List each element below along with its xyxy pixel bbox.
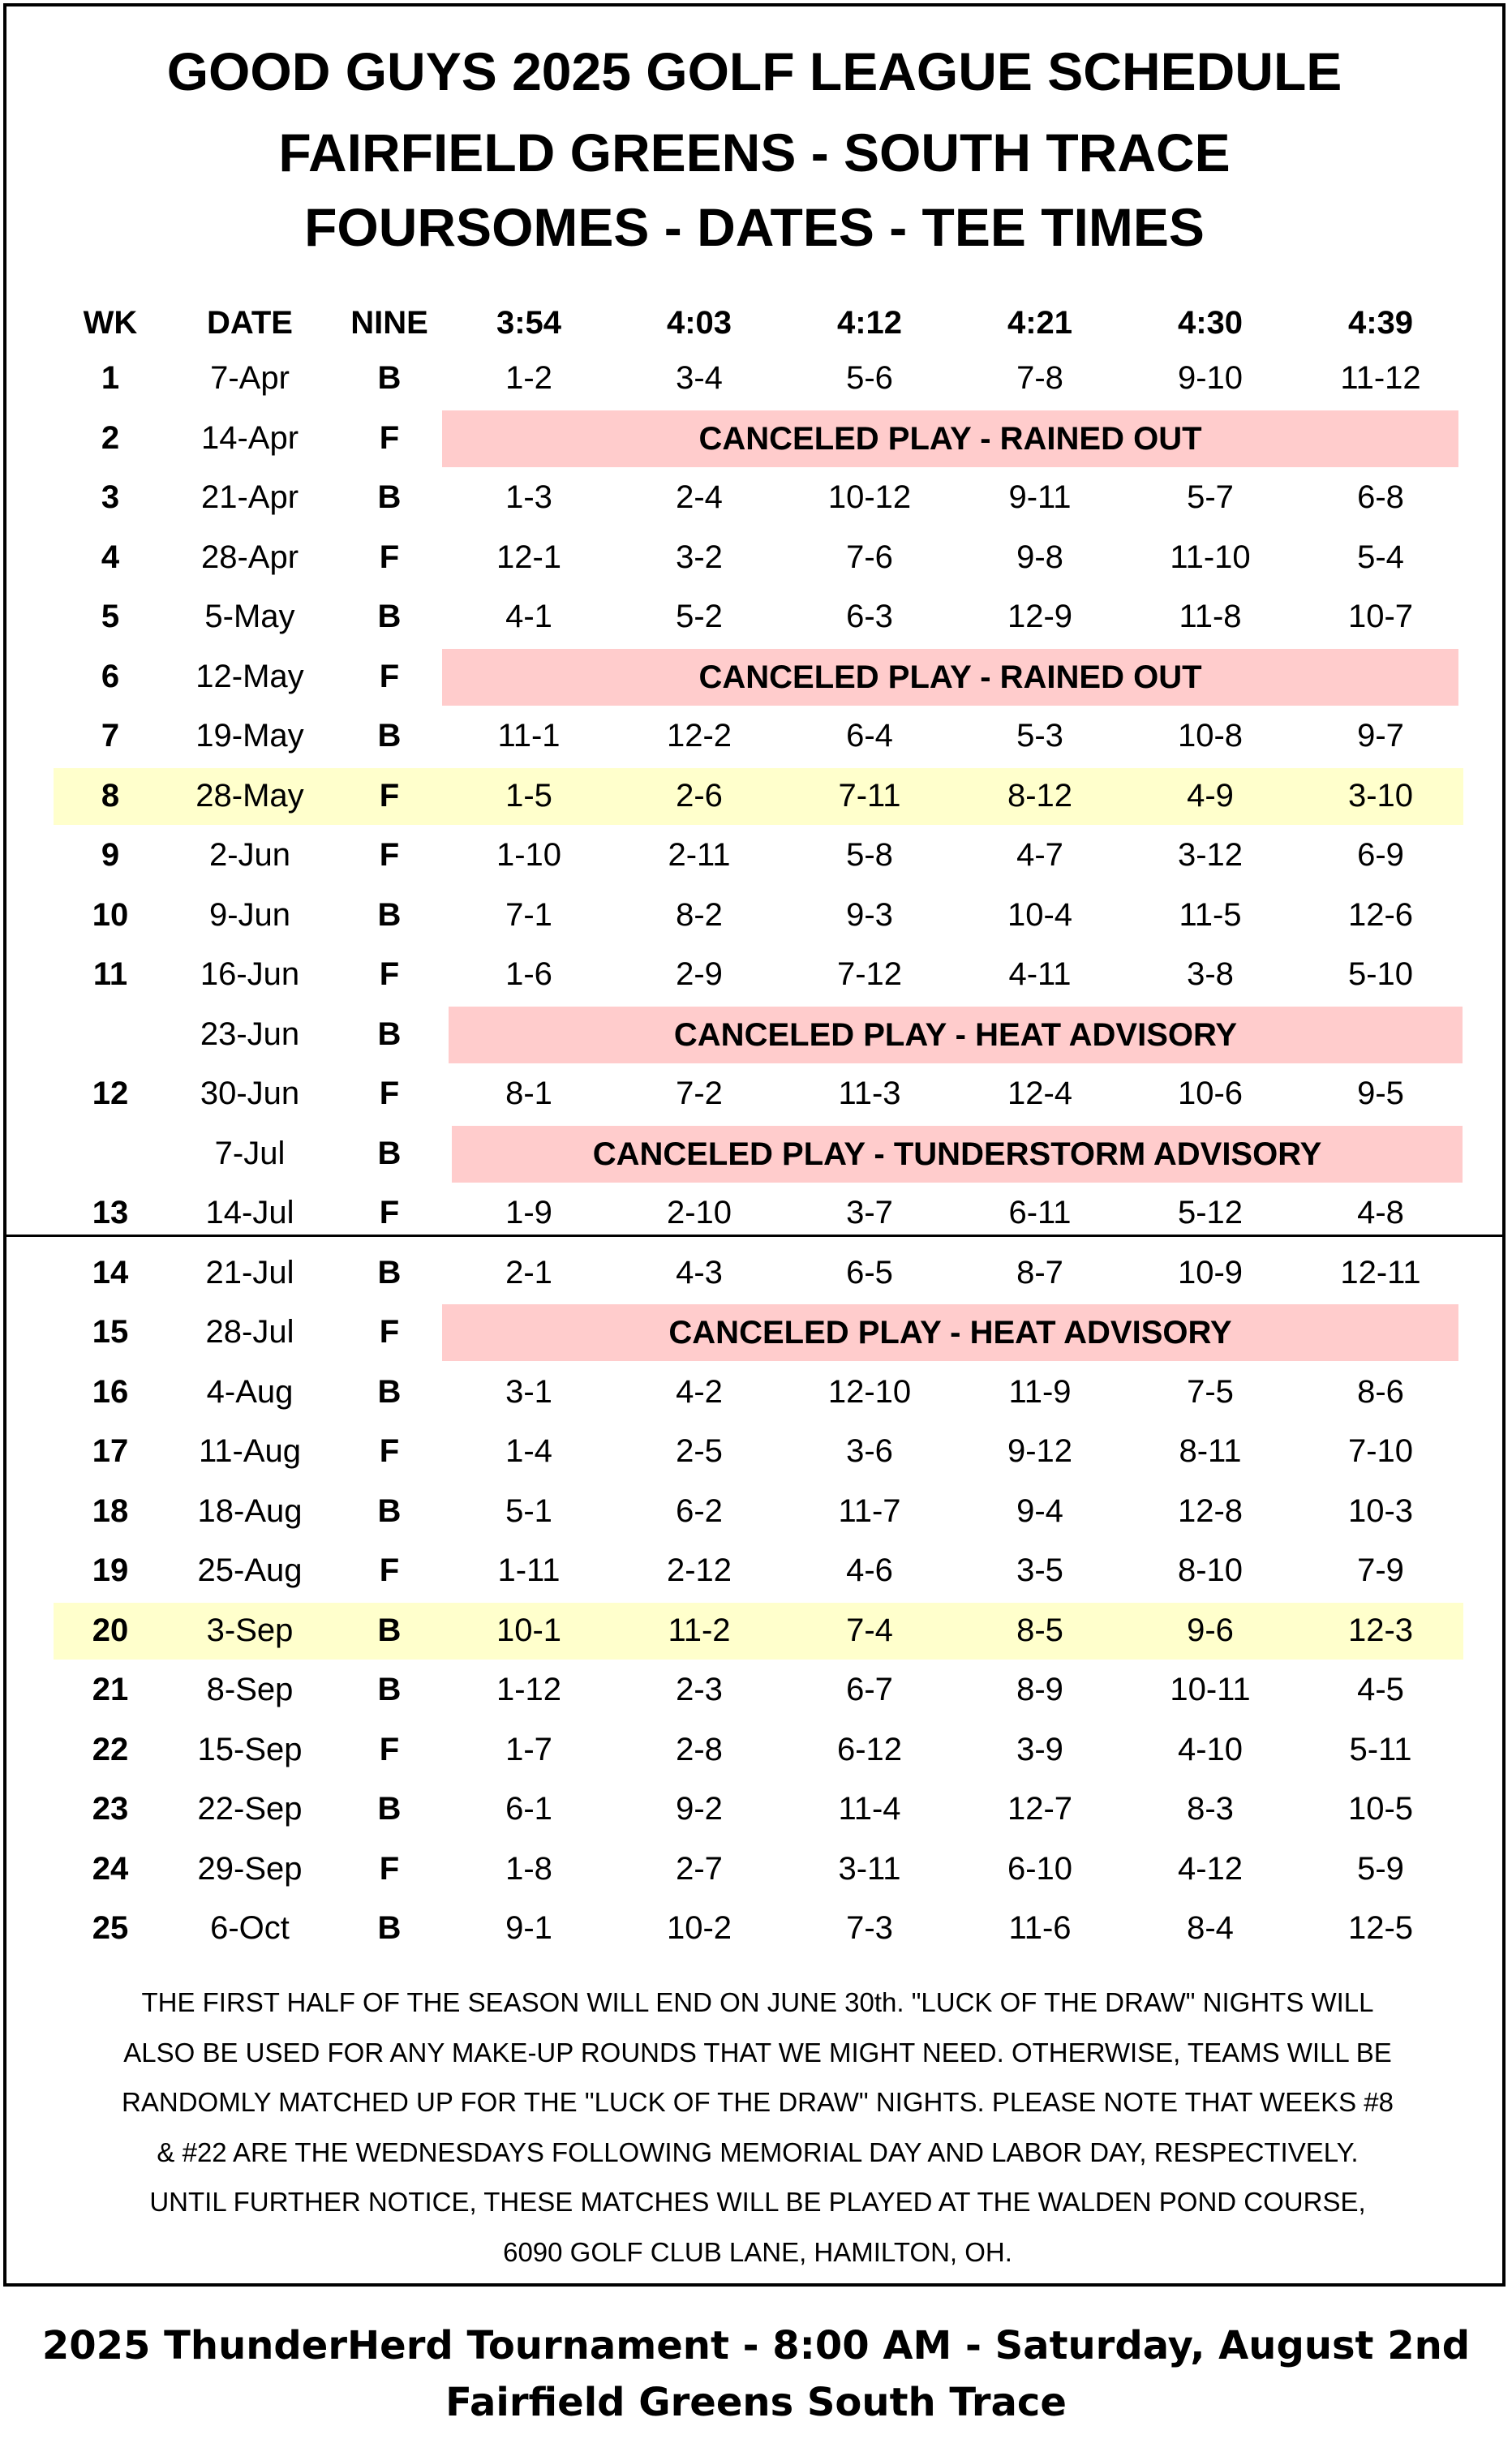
table-row [6, 528, 1502, 586]
foursome-cell: 8-11 [1179, 1433, 1242, 1469]
date-cell: 16-Jun [200, 956, 300, 992]
date-cell: 30-Jun [200, 1076, 300, 1111]
foursome-cell: 7-6 [846, 539, 893, 575]
nine-cell: B [377, 599, 402, 634]
foursome-cell: 11-7 [838, 1492, 901, 1529]
foursome-cell: 12-2 [666, 718, 732, 754]
week-cell: 16 [92, 1373, 129, 1410]
table-row [6, 468, 1502, 526]
foursome-cell: 11-8 [1179, 599, 1242, 634]
table-row [6, 1541, 1502, 1600]
foursome-cell: 7-1 [505, 896, 552, 933]
nine-cell: B [377, 1492, 402, 1529]
foursome-cell: 7-9 [1357, 1552, 1404, 1588]
foursome-cell: 8-1 [505, 1076, 552, 1111]
foursome-cell: 9-6 [1187, 1612, 1234, 1648]
foursome-cell: 7-12 [836, 956, 903, 992]
foursome-cell: 3-11 [838, 1850, 901, 1887]
foursome-cell: 5-12 [1177, 1195, 1244, 1230]
week-cell: 8 [101, 777, 120, 814]
foursome-cell: 7-3 [846, 1910, 893, 1946]
nine-cell: F [379, 1433, 400, 1469]
foursome-cell: 1-7 [505, 1731, 552, 1767]
note-line: 6090 GOLF CLUB LANE, HAMILTON, OH. [503, 2236, 1012, 2267]
course-title: FAIRFIELD GREENS - SOUTH TRACE [278, 122, 1231, 183]
foursome-cell: 10-8 [1177, 718, 1244, 754]
foursome-cell: 8-5 [1016, 1612, 1063, 1648]
foursome-cell: 10-4 [1007, 896, 1073, 933]
foursome-cell: 2-10 [666, 1195, 732, 1230]
nine-cell: F [379, 956, 400, 992]
foursome-cell: 1-3 [505, 479, 552, 515]
week-cell: 24 [92, 1850, 129, 1887]
table-row [6, 349, 1502, 407]
foursome-cell: 7-11 [838, 777, 901, 814]
week-cell: 18 [92, 1492, 129, 1529]
foursome-cell: 6-8 [1357, 479, 1404, 515]
foursome-cell: 4-1 [505, 599, 552, 634]
foursome-cell: 4-2 [676, 1373, 723, 1410]
foursome-cell: 4-6 [846, 1552, 893, 1588]
nine-cell: F [379, 1076, 400, 1111]
foursome-cell: 5-2 [676, 599, 723, 634]
nine-cell: B [377, 896, 402, 933]
foursome-cell: 11-6 [1008, 1910, 1072, 1946]
foursome-cell: 9-5 [1357, 1076, 1404, 1111]
foursome-cell: 4-8 [1357, 1195, 1404, 1230]
week-cell: 17 [92, 1433, 129, 1469]
table-row [6, 767, 1502, 825]
date-cell: 25-Aug [197, 1552, 303, 1588]
table-row [6, 1482, 1502, 1540]
foursome-cell: 3-8 [1187, 956, 1234, 992]
table-row [6, 1720, 1502, 1779]
date-cell: 7-Jul [214, 1135, 286, 1171]
nine-cell: F [379, 539, 400, 575]
table-header-row [6, 294, 1502, 352]
foursome-cell: 12-11 [1340, 1254, 1421, 1290]
foursome-cell: 3-10 [1347, 777, 1414, 814]
foursome-cell: 9-7 [1357, 718, 1404, 754]
week-cell [54, 1005, 167, 1063]
table-row [6, 587, 1502, 646]
foursome-cell: 8-12 [1007, 777, 1073, 814]
foursome-cell: 3-6 [846, 1433, 893, 1469]
table-row [6, 1183, 1502, 1242]
foursome-cell: 11-3 [838, 1076, 901, 1111]
date-cell: 3-Sep [206, 1612, 294, 1648]
foursome-cell: 2-11 [668, 837, 731, 873]
table-row [6, 1780, 1502, 1838]
half-season-divider [6, 1235, 1502, 1237]
foursome-cell: 4-7 [1016, 837, 1063, 873]
foursome-cell: 3-9 [1016, 1731, 1063, 1767]
foursome-cell: 5-8 [846, 837, 893, 873]
foursome-cell: 4-11 [1008, 956, 1072, 992]
foursome-cell: 9-10 [1177, 360, 1244, 396]
date-cell: 28-Apr [200, 539, 299, 575]
foursome-cell: 3-5 [1016, 1552, 1063, 1588]
foursome-cell: 6-4 [846, 718, 893, 754]
date-cell: 18-Aug [197, 1492, 303, 1529]
week-cell [54, 1124, 167, 1183]
foursome-cell: 5-10 [1347, 956, 1414, 992]
foursome-cell: 5-3 [1016, 718, 1063, 754]
date-cell: 9-Jun [208, 896, 291, 933]
foursome-cell: 2-1 [505, 1254, 552, 1290]
foursome-cell: 12-9 [1007, 599, 1073, 634]
foursome-cell: 1-10 [496, 837, 562, 873]
foursome-cell: 6-5 [846, 1254, 893, 1290]
date-cell: 29-Sep [197, 1850, 303, 1887]
foursome-cell: 8-2 [676, 896, 723, 933]
foursome-cell: 11-1 [497, 718, 561, 754]
schedule-sheet [3, 3, 1506, 2287]
tournament-venue: Fairfield Greens South Trace [445, 2380, 1067, 2425]
main-title: GOOD GUYS 2025 GOLF LEAGUE SCHEDULE [166, 41, 1342, 101]
week-cell: 6 [101, 658, 120, 694]
column-header: DATE [207, 305, 293, 341]
date-cell: 4-Aug [206, 1373, 294, 1410]
week-cell: 21 [92, 1672, 129, 1707]
foursome-cell: 6-10 [1007, 1850, 1073, 1887]
week-cell: 25 [92, 1910, 129, 1946]
foursome-cell: 6-3 [846, 599, 893, 634]
column-header: WK [83, 305, 138, 341]
week-cell: 19 [92, 1552, 129, 1588]
table-row [6, 1601, 1502, 1660]
week-cell: 2 [101, 419, 120, 456]
foursome-cell: 2-5 [676, 1433, 723, 1469]
foursome-cell: 10-7 [1347, 599, 1414, 634]
nine-cell: B [377, 1612, 402, 1648]
foursome-cell: 2-7 [676, 1850, 723, 1887]
week-cell: 22 [92, 1731, 129, 1767]
nine-cell: F [379, 1195, 400, 1230]
foursome-cell: 11-5 [1179, 896, 1242, 933]
foursome-cell: 6-9 [1357, 837, 1404, 873]
canceled-banner: CANCELED PLAY - RAINED OUT [442, 410, 1458, 467]
foursome-cell: 2-4 [676, 479, 723, 515]
table-row [6, 886, 1502, 944]
foursome-cell: 4-3 [676, 1254, 723, 1290]
table-row [6, 1899, 1502, 1957]
foursome-cell: 7-10 [1347, 1433, 1414, 1469]
date-cell: 11-Aug [198, 1433, 301, 1469]
date-cell: 12-May [195, 658, 304, 694]
week-cell: 10 [92, 896, 129, 933]
nine-cell: F [379, 1731, 400, 1767]
date-cell: 22-Sep [197, 1791, 303, 1827]
table-row [6, 1840, 1502, 1898]
foursome-cell: 9-8 [1016, 539, 1063, 575]
foursome-cell: 1-8 [505, 1850, 552, 1887]
foursome-cell: 6-1 [505, 1791, 552, 1827]
column-header: 4:39 [1347, 305, 1414, 341]
foursome-cell: 1-4 [505, 1433, 552, 1469]
week-cell: 15 [92, 1314, 129, 1350]
table-row [6, 1243, 1502, 1302]
foursome-cell: 7-4 [846, 1612, 893, 1648]
foursome-cell: 11-12 [1340, 360, 1421, 396]
date-cell: 2-Jun [208, 837, 291, 873]
nine-cell: F [379, 1850, 400, 1887]
date-cell: 15-Sep [197, 1731, 303, 1767]
nine-cell: F [379, 419, 400, 456]
foursome-cell: 6-12 [836, 1731, 903, 1767]
column-header: 4:21 [1007, 305, 1073, 341]
date-cell: 23-Jun [200, 1016, 300, 1052]
date-cell: 5-May [204, 599, 295, 634]
foursome-cell: 8-4 [1187, 1910, 1234, 1946]
note-line: UNTIL FURTHER NOTICE, THESE MATCHES WILL BE PLAYED AT THE WALDEN POND COURSE, [149, 2187, 1366, 2217]
foursome-cell: 10-6 [1177, 1076, 1244, 1111]
table-row [6, 409, 1502, 467]
column-header: 3:54 [496, 305, 562, 341]
week-cell: 5 [101, 599, 120, 634]
nine-cell: B [377, 479, 402, 515]
table-row [6, 1005, 1502, 1063]
foursome-cell: 12-4 [1007, 1076, 1073, 1111]
foursome-cell: 11-4 [838, 1791, 901, 1827]
foursome-cell: 8-7 [1016, 1254, 1063, 1290]
nine-cell: F [379, 658, 400, 694]
foursome-cell: 11-2 [668, 1612, 731, 1648]
nine-cell: B [377, 1135, 402, 1171]
table-row [6, 1422, 1502, 1480]
foursome-cell: 1-11 [497, 1552, 561, 1588]
table-row [6, 1124, 1502, 1183]
week-cell: 12 [92, 1076, 129, 1111]
foursome-cell: 3-4 [676, 360, 723, 396]
date-cell: 7-Apr [210, 360, 290, 396]
column-header: 4:03 [666, 305, 732, 341]
foursome-cell: 10-1 [496, 1612, 562, 1648]
foursome-cell: 1-9 [505, 1195, 552, 1230]
foursome-cell: 12-10 [827, 1373, 912, 1410]
foursome-cell: 7-8 [1016, 360, 1063, 396]
table-row [6, 706, 1502, 765]
foursome-cell: 2-8 [676, 1731, 723, 1767]
foursome-cell: 9-2 [676, 1791, 723, 1827]
table-row [6, 1363, 1502, 1421]
nine-cell: B [377, 1910, 402, 1946]
foursome-cell: 10-9 [1177, 1254, 1244, 1290]
foursome-cell: 8-3 [1187, 1791, 1234, 1827]
nine-cell: B [377, 1791, 402, 1827]
nine-cell: B [377, 360, 402, 396]
foursome-cell: 9-1 [505, 1910, 552, 1946]
date-cell: 14-Apr [200, 419, 299, 456]
table-row [6, 826, 1502, 884]
foursome-cell: 7-2 [676, 1076, 723, 1111]
foursome-cell: 2-9 [676, 956, 723, 992]
column-header: 4:30 [1177, 305, 1244, 341]
foursome-cell: 5-1 [505, 1492, 552, 1529]
foursome-cell: 12-8 [1177, 1492, 1244, 1529]
foursome-cell: 3-1 [505, 1373, 552, 1410]
foursome-cell: 4-5 [1357, 1672, 1404, 1707]
nine-cell: F [379, 837, 400, 873]
foursome-cell: 10-5 [1347, 1791, 1414, 1827]
canceled-banner: CANCELED PLAY - RAINED OUT [442, 649, 1458, 706]
nine-cell: B [377, 1672, 402, 1707]
foursome-cell: 9-12 [1007, 1433, 1073, 1469]
date-cell: 19-May [195, 718, 304, 754]
week-cell: 20 [92, 1612, 129, 1648]
table-row [6, 945, 1502, 1003]
foursome-cell: 10-2 [666, 1910, 732, 1946]
nine-cell: F [379, 1552, 400, 1588]
foursome-cell: 9-11 [1008, 479, 1072, 515]
week-cell: 14 [92, 1254, 129, 1290]
week-cell: 1 [101, 360, 120, 396]
foursome-cell: 5-4 [1357, 539, 1404, 575]
foursome-cell: 3-12 [1177, 837, 1244, 873]
week-cell: 23 [92, 1791, 129, 1827]
date-cell: 28-Jul [205, 1314, 294, 1350]
foursome-cell: 3-2 [676, 539, 723, 575]
table-row [6, 647, 1502, 706]
foursome-cell: 10-3 [1347, 1492, 1414, 1529]
foursome-cell: 9-4 [1016, 1492, 1063, 1529]
week-cell: 4 [101, 539, 120, 575]
note-line: ALSO BE USED FOR ANY MAKE-UP ROUNDS THAT WE MIGHT NEED. OTHERWISE, TEAMS WILL BE [123, 2037, 1392, 2068]
foursome-cell: 2-12 [666, 1552, 732, 1588]
canceled-banner: CANCELED PLAY - HEAT ADVISORY [442, 1304, 1458, 1361]
note-line: & #22 ARE THE WEDNESDAYS FOLLOWING MEMORIAL DAY AND LABOR DAY, RESPECTIVELY. [157, 2136, 1359, 2167]
foursome-cell: 12-3 [1347, 1612, 1414, 1648]
foursome-cell: 2-3 [676, 1672, 723, 1707]
foursome-cell: 8-6 [1357, 1373, 1404, 1410]
date-cell: 28-May [195, 777, 304, 814]
table-row [6, 1303, 1502, 1361]
foursome-cell: 10-12 [827, 479, 912, 515]
foursome-cell: 6-2 [676, 1492, 723, 1529]
column-header: 4:12 [836, 305, 903, 341]
date-cell: 14-Jul [205, 1195, 294, 1230]
table-row [6, 1660, 1502, 1719]
foursome-cell: 5-11 [1349, 1731, 1412, 1767]
date-cell: 6-Oct [210, 1910, 290, 1946]
foursome-cell: 8-10 [1177, 1552, 1244, 1588]
nine-cell: F [379, 1314, 400, 1350]
foursome-cell: 6-11 [1008, 1195, 1072, 1230]
foursome-cell: 5-9 [1357, 1850, 1404, 1887]
date-cell: 21-Apr [200, 479, 299, 515]
foursome-cell: 4-12 [1177, 1850, 1244, 1887]
week-cell: 3 [101, 479, 120, 515]
canceled-banner: CANCELED PLAY - TUNDERSTORM ADVISORY [452, 1126, 1463, 1183]
foursome-cell: 3-7 [846, 1195, 893, 1230]
date-cell: 21-Jul [205, 1254, 294, 1290]
foursome-cell: 12-7 [1007, 1791, 1073, 1827]
nine-cell: B [377, 718, 402, 754]
foursome-cell: 12-1 [496, 539, 562, 575]
foursome-cell: 8-9 [1016, 1672, 1063, 1707]
foursome-cell: 5-6 [846, 360, 893, 396]
column-header: NINE [350, 305, 428, 341]
foursome-cell: 11-10 [1170, 539, 1251, 575]
foursome-cell: 4-9 [1187, 777, 1234, 814]
note-line: RANDOMLY MATCHED UP FOR THE "LUCK OF THE DRAW" NIGHTS. PLEASE NOTE THAT WEEKS #8 [122, 2087, 1394, 2117]
note-line: THE FIRST HALF OF THE SEASON WILL END ON JUNE 30th. "LUCK OF THE DRAW" NIGHTS WILL [141, 1987, 1374, 2017]
canceled-banner: CANCELED PLAY - HEAT ADVISORY [449, 1007, 1463, 1063]
table-row [6, 1064, 1502, 1123]
foursome-cell: 10-11 [1170, 1672, 1251, 1707]
foursome-cell: 1-6 [505, 956, 552, 992]
tournament-line: 2025 ThunderHerd Tournament - 8:00 AM - Saturday, August 2nd [41, 2323, 1471, 2368]
foursome-cell: 12-5 [1347, 1910, 1414, 1946]
foursome-cell: 12-6 [1347, 896, 1414, 933]
nine-cell: F [379, 777, 400, 814]
foursome-cell: 4-10 [1177, 1731, 1244, 1767]
foursome-cell: 1-12 [496, 1672, 562, 1707]
nine-cell: B [377, 1373, 402, 1410]
nine-cell: B [377, 1254, 402, 1290]
foursome-cell: 11-9 [1008, 1373, 1072, 1410]
nine-cell: B [377, 1016, 402, 1052]
foursome-cell: 5-7 [1187, 479, 1234, 515]
foursome-cell: 9-3 [846, 896, 893, 933]
week-cell: 7 [101, 718, 120, 754]
notes-block [39, 1977, 1476, 2277]
week-cell: 9 [101, 837, 120, 873]
foursome-cell: 7-5 [1187, 1373, 1234, 1410]
week-cell: 11 [92, 956, 128, 992]
date-cell: 8-Sep [206, 1672, 294, 1707]
foursome-cell: 1-5 [505, 777, 552, 814]
foursome-cell: 6-7 [846, 1672, 893, 1707]
subtitle: FOURSOMES - DATES - TEE TIMES [304, 197, 1205, 257]
week-cell: 13 [92, 1195, 129, 1230]
foursome-cell: 1-2 [505, 360, 552, 396]
foursome-cell: 2-6 [676, 777, 723, 814]
